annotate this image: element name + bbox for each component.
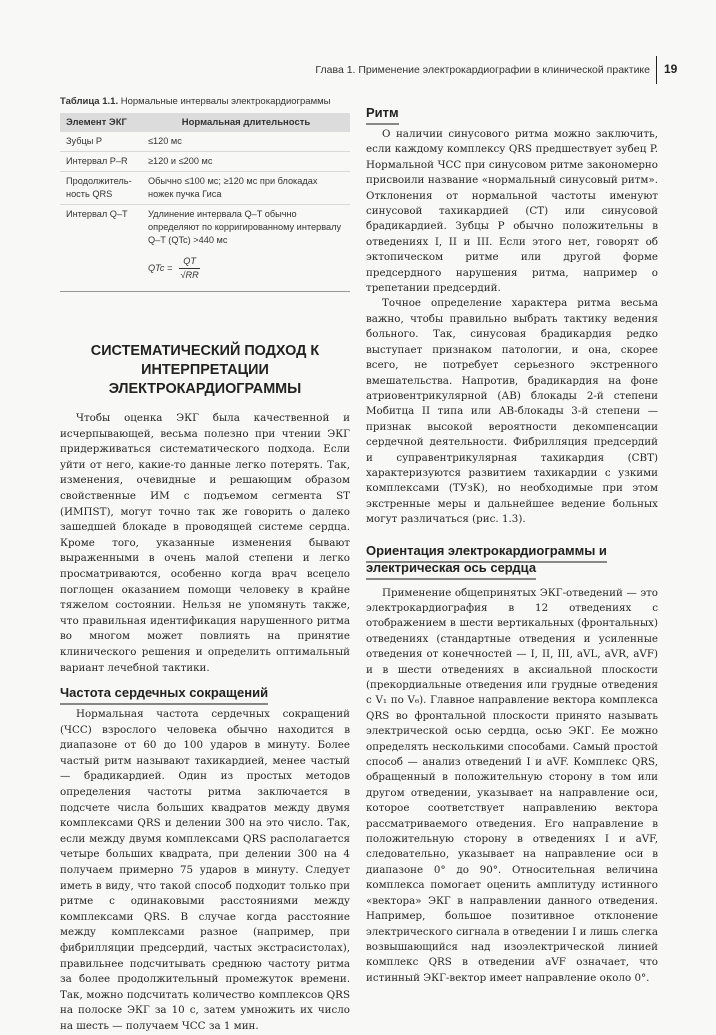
table-row [60, 205, 350, 292]
paragraph: Точное определение характера ритма весьма важно, чтобы правильно выбрать тактику ведения больного. Так, синусовая брадикардия редко выступает признаком патологии, и она, скорее всего, не потребует серьезного экстренного вмешательства. Напротив, брадикардия на фоне атриовентрикулярной (АВ) блокады 2-й степени Мобитца II типа или АВ-блокады 3-й степени — признак высокой вероятности декомпенсации сердечной деятельности. Фибрилляция предсердий и суправентрикулярная тахикардия (СВТ) характеризуются развитием тахикардии с узкими комплексами (ТУзК), но необходимые при этом экстренные меры и дальнейшее ведение больных могут различаться (рис. 1.3). [366, 297, 658, 526]
table-caption-text: Нормальные интервалы электрокардиограммы [120, 96, 331, 107]
sub-heading-heart-rate [60, 684, 350, 701]
page-number: 19 [664, 62, 678, 76]
sub-heading-text: Частота сердечных сокращений [60, 685, 268, 705]
table-cell-value: ≥120 и ≤200 мс [142, 152, 350, 172]
ecg-intervals-table [60, 113, 350, 292]
table-row [60, 172, 350, 205]
qt-note: Удлинение интервала Q–T обычно определяют по корригированному интервалу Q–T (QTc) >440 мс [148, 209, 342, 245]
formula-numerator: QT [179, 255, 200, 269]
left-column [60, 96, 350, 1035]
formula-fraction [176, 255, 202, 282]
formula-lhs: QTc = [148, 263, 173, 273]
table-header-duration: Нормальная длительность [142, 113, 350, 132]
table-caption [60, 96, 350, 107]
sub-heading-orientation [366, 542, 658, 576]
paragraph: Чтобы оценка ЭКГ была качественной и исчерпывающей, весьма полезно при чтении ЭКГ придерживаться систематического подхода. Если уйти от него, какие-то данные легко потерять. Так, изменения, очевидные и решающим образом свойственные ИМ с подъемом сегмента ST (ИМПST), могут точно так же говорить о далеко зашедшей блокаде в проводящей системе сердца. Кроме того, указанные изменения бывают выраженными в очень малой степени и легко просматриваются, особенно когда врач всецело поглощен оказанием помощи человеку в крайне тяжелом состоянии. Нельзя не упомянуть также, что правильная идентификация нарушенного ритма во многом может повлиять на принятие клинического решения и определить оптимальный вариант лечебной тактики. [60, 412, 350, 674]
formula-denominator: √RR [180, 270, 199, 280]
sub-heading-text: Ритм [366, 105, 399, 125]
sub-heading-rhythm [366, 104, 658, 121]
sub-heading-text: Ориентация электрокардиограммы и электрическая ось сердца [366, 543, 607, 580]
table-cell-value: ≤120 мс [142, 132, 350, 152]
table-cell-element: Зубцы P [60, 132, 142, 152]
table-row [60, 132, 350, 152]
paragraph: Применение общепринятых ЭКГ-отведений — это электрокардиография в 12 отведениях с отображением в шести вертикальных (фронтальных) отведениях (стандартные отведения и усиленные отведения от конечностей — I, II, III, aVL, aVR, aVF) и в шести отведениях в аксиальной плоскости (прекордиальные отведения или грудные отведения с V₁ по V₆). Главное направление вектора комплекса QRS во фронтальной плоскости принято называть электрической осью сердца, осью ЭКГ. Ее можно определять несколькими способами. Самый простой способ — анализ отведений I и aVF. Комплекс QRS, обращенный в положительную сторону в том или другом отведении, указывает на направление оси, которое соответствует направлению вектора рассматриваемого отведения. Его направление в положительную сторону в отведениях I и aVF, следовательно, указывает на направление оси в диапазоне 0° до 90°. Относительная величина комплекса помогает оценить амплитуду истинного «вектора» ЭКГ в направлении данного отведения. Например, большое позитивное отклонение электрического сигнала в отведении I и лишь слегка возвышающийся над изоэлектрической линией комплекс QRS в отведении aVF означает, что истинный ЭКГ-вектор имеет направление около 0°. [366, 586, 658, 984]
table-cell-element: Интервал Q–T [60, 205, 142, 292]
qtc-formula [148, 255, 344, 282]
right-column [366, 104, 658, 986]
table-cell-value: Обычно ≤100 мс; ≥120 мс при блокадах ножек пучка Гиса [142, 172, 350, 205]
header-divider [656, 56, 657, 84]
table-cell-element: Интервал P–R [60, 152, 142, 172]
section-heading: СИСТЕМАТИЧЕСКИЙ ПОДХОД К ИНТЕРПРЕТАЦИИ ЭЛЕКТРОКАРДИОГРАММЫ [90, 343, 320, 397]
running-head: Глава 1. Применение электрокардиографии в клинической практике [315, 64, 650, 76]
paragraph: Нормальная частота сердечных сокращений (ЧСС) взрослого человека обычно находится в диапазоне от 60 до 100 ударов в минуту. Более частый ритм называют тахикардией, менее частый — брадикардией. Один из простых методов определения частоты ритма заключается в подсчете числа больших квадратов между двумя комплексами QRS и делении 300 на это число. Так, если между двумя комплексами QRS располагается четыре больших квадрата, при делении 300 на 4 получаем примерно 75 ударов в минуту. Следует иметь в виду, что такой способ подходит только при ритме с одинаковыми расстояниями между комплексами QRS. В случае когда расстояние между комплексами разное (например, при фибрилляции предсердий, частых экстрасистолах), правильнее подсчитывать среднюю частоту ритма за более продолжительный промежуток времени. Так, можно подсчитать количество комплексов QRS на полоске ЭКГ за 10 с, затем умножить их число на шесть — получаем ЧСС за 1 мин. [60, 708, 350, 1032]
table-cell-element: Продолжитель-ность QRS [60, 172, 142, 205]
table-caption-label: Таблица 1.1. [60, 96, 119, 107]
table-header-element: Элемент ЭКГ [60, 113, 142, 132]
table-header-row [60, 113, 350, 132]
paragraph: О наличии синусового ритма можно заключить, если каждому комплексу QRS предшествует зубец P. Нормальной ЧСС при синусовом ритме закономерно присвоили название «нормальный синусовый ритм». Отклонения от нормальной частоты именуют синусовой тахикардией (СТ) или синусовой брадикардией. Зубцы P обычно положительны в отведениях I, II и III. Если этого нет, говорят об эктопическом ритме или другой форме предсердного нарушения ритма, например о трепетании предсердий. [366, 128, 658, 295]
table-cell-value [142, 205, 350, 292]
table-row [60, 152, 350, 172]
